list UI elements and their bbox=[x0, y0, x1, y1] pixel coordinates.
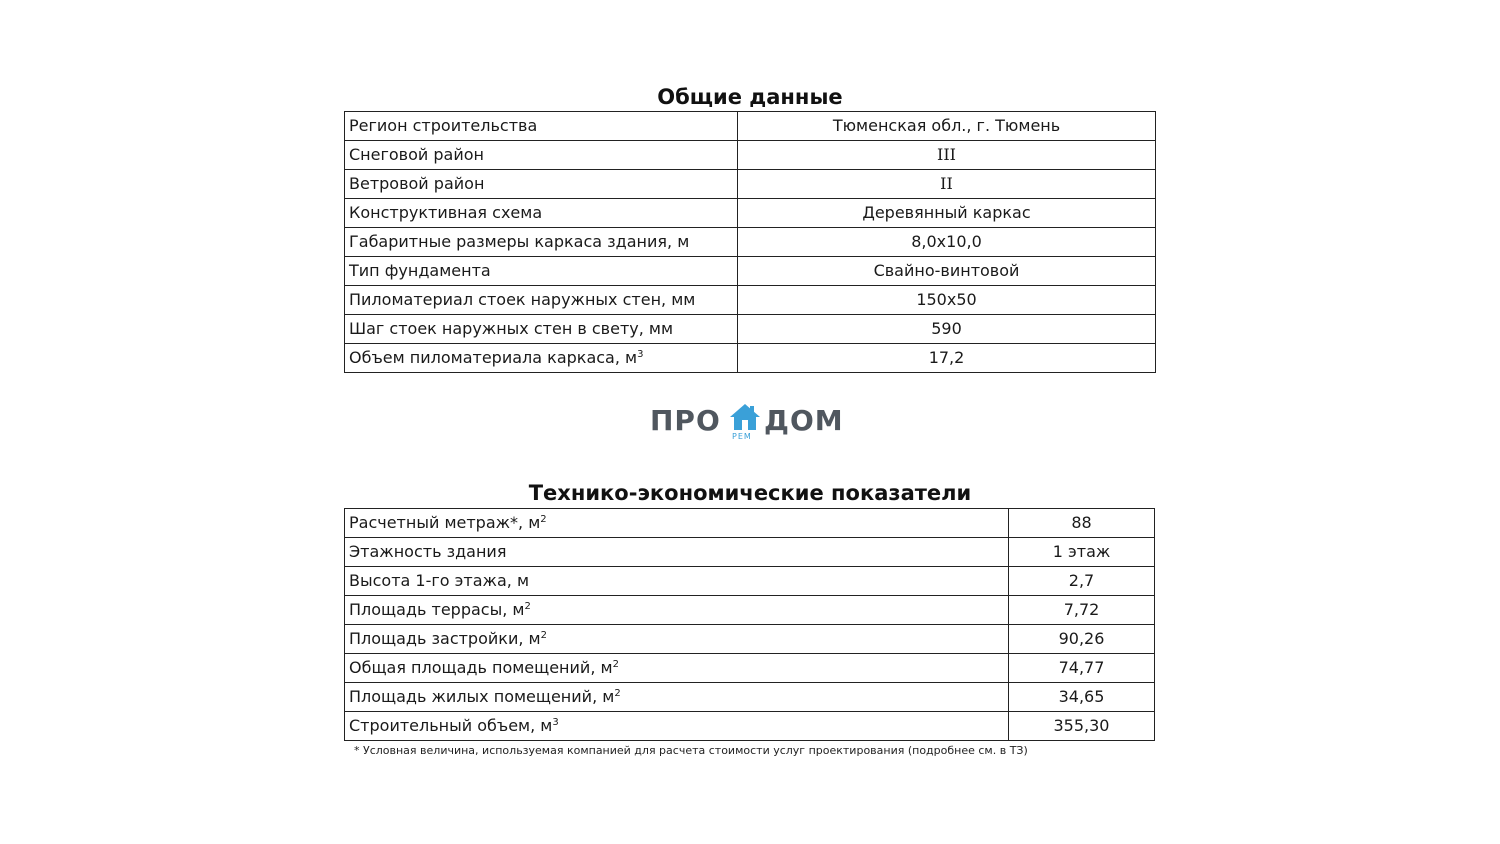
row-label-text: Площадь жилых помещений, м bbox=[349, 687, 615, 706]
row-label: Этажность здания bbox=[345, 538, 1009, 567]
table-row bbox=[345, 141, 1156, 170]
row-label-text: Объем пиломатериала каркаса, м bbox=[349, 348, 638, 367]
row-value: 1 этаж bbox=[1009, 538, 1155, 567]
row-label: Снеговой район bbox=[345, 141, 738, 170]
row-value: 34,65 bbox=[1009, 683, 1155, 712]
row-label-text: Площадь террасы, м bbox=[349, 600, 525, 619]
unit-superscript: 3 bbox=[552, 717, 559, 728]
row-value: 17,2 bbox=[738, 344, 1156, 373]
row-value: Деревянный каркас bbox=[738, 199, 1156, 228]
general-data-title: Общие данные bbox=[657, 85, 843, 109]
row-value: 590 bbox=[738, 315, 1156, 344]
unit-superscript: 2 bbox=[540, 630, 547, 641]
table-row bbox=[345, 199, 1156, 228]
logo-text-right: ДОМ bbox=[764, 404, 844, 437]
tech-indicators-table bbox=[344, 508, 1155, 741]
row-label: Габаритные размеры каркаса здания, м bbox=[345, 228, 738, 257]
row-value: 74,77 bbox=[1009, 654, 1155, 683]
row-label: Шаг стоек наружных стен в свету, мм bbox=[345, 315, 738, 344]
table-row bbox=[345, 596, 1155, 625]
row-value: 7,72 bbox=[1009, 596, 1155, 625]
row-value: 150x50 bbox=[738, 286, 1156, 315]
row-label: Ветровой район bbox=[345, 170, 738, 199]
table-row bbox=[345, 712, 1155, 741]
row-label bbox=[345, 683, 1009, 712]
row-value: 2,7 bbox=[1009, 567, 1155, 596]
unit-superscript: 2 bbox=[524, 601, 531, 612]
row-label-text: Площадь застройки, м bbox=[349, 629, 541, 648]
row-label: Регион строительства bbox=[345, 112, 738, 141]
row-label bbox=[345, 509, 1009, 538]
row-label: Высота 1-го этажа, м bbox=[345, 567, 1009, 596]
table-row bbox=[345, 538, 1155, 567]
company-logo bbox=[648, 402, 852, 442]
unit-superscript: 2 bbox=[540, 514, 547, 525]
row-label-text: Строительный объем, м bbox=[349, 716, 553, 735]
table-row bbox=[345, 315, 1156, 344]
house-icon bbox=[728, 402, 762, 432]
row-label bbox=[345, 654, 1009, 683]
table-row bbox=[345, 509, 1155, 538]
row-value: III bbox=[738, 141, 1156, 170]
row-value: Свайно-винтовой bbox=[738, 257, 1156, 286]
row-label: Конструктивная схема bbox=[345, 199, 738, 228]
row-label bbox=[345, 344, 738, 373]
unit-superscript: 3 bbox=[637, 349, 644, 360]
table-row bbox=[345, 228, 1156, 257]
table-row bbox=[345, 344, 1156, 373]
row-value: 8,0x10,0 bbox=[738, 228, 1156, 257]
table-row bbox=[345, 567, 1155, 596]
row-value: 355,30 bbox=[1009, 712, 1155, 741]
row-value: 88 bbox=[1009, 509, 1155, 538]
row-value: 90,26 bbox=[1009, 625, 1155, 654]
table-row bbox=[345, 286, 1156, 315]
unit-superscript: 2 bbox=[612, 659, 619, 670]
table-row bbox=[345, 170, 1156, 199]
table-row bbox=[345, 112, 1156, 141]
row-label bbox=[345, 625, 1009, 654]
tech-indicators-title: Технико-экономические показатели bbox=[528, 481, 972, 505]
table-row bbox=[345, 625, 1155, 654]
row-label: Тип фундамента bbox=[345, 257, 738, 286]
table-row bbox=[345, 257, 1156, 286]
row-label: Пиломатериал стоек наружных стен, мм bbox=[345, 286, 738, 315]
unit-superscript: 2 bbox=[614, 688, 621, 699]
footnote: * Условная величина, используемая компанией для расчета стоимости услуг проектирования (подробнее см. в ТЗ) bbox=[354, 744, 1028, 757]
table-row bbox=[345, 683, 1155, 712]
row-label-text: Общая площадь помещений, м bbox=[349, 658, 613, 677]
row-label-text: Расчетный метраж*, м bbox=[349, 513, 541, 532]
row-value: II bbox=[738, 170, 1156, 199]
logo-subtext: РЕМ bbox=[732, 432, 752, 441]
logo-text-left: ПРО bbox=[650, 404, 721, 437]
row-value: Тюменская обл., г. Тюмень bbox=[738, 112, 1156, 141]
general-data-table bbox=[344, 111, 1156, 373]
table-row bbox=[345, 654, 1155, 683]
row-label bbox=[345, 596, 1009, 625]
row-label bbox=[345, 712, 1009, 741]
